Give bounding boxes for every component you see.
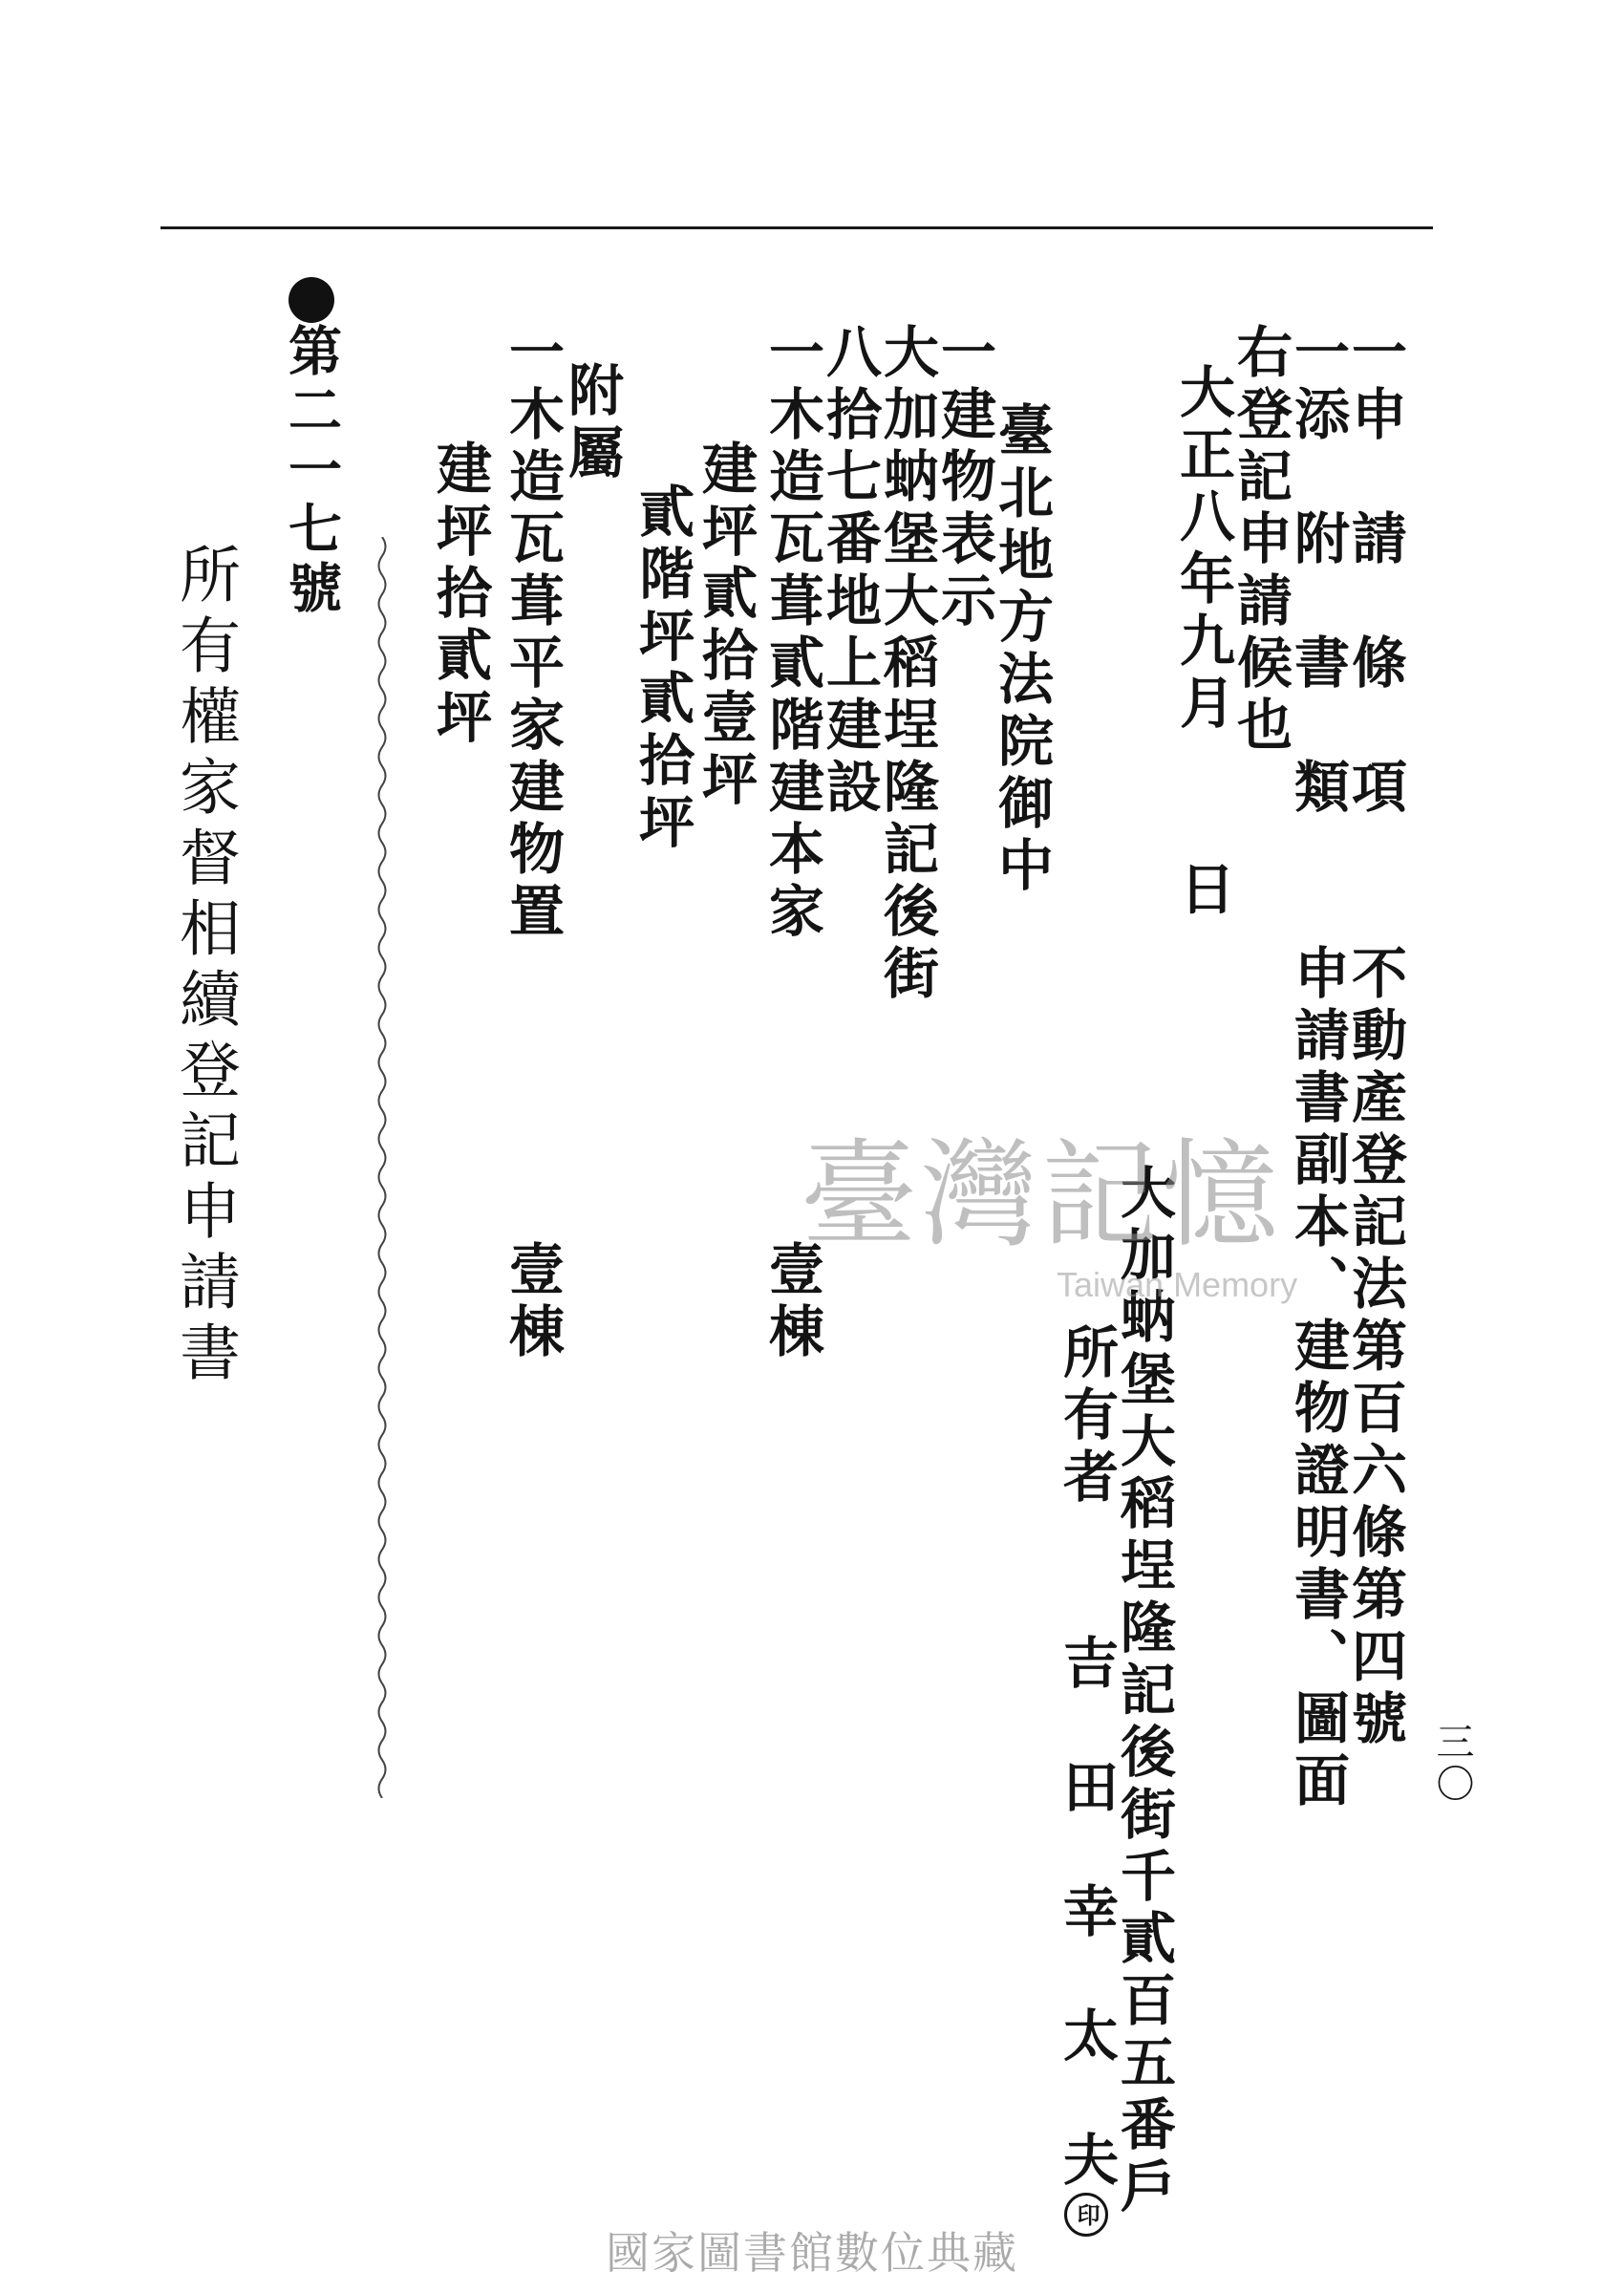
watermark	[801, 1127, 1298, 1309]
date-line: 大正八年九月 日	[1170, 363, 1235, 922]
applicant-address: 大加蚋堡大稻埕隆記後街千貳百五番戶	[1111, 1164, 1176, 2219]
header-rule	[160, 226, 1433, 229]
bullet-icon	[288, 277, 334, 323]
annex-count: 壹棟	[500, 1240, 565, 1364]
owner-seal: 印	[1064, 2193, 1108, 2237]
footer-credit: 國家圖書館數位典藏	[606, 2227, 1018, 2279]
section-number: 第二一七號	[280, 323, 343, 619]
location-line-2: 八拾七番地上建設	[817, 323, 882, 820]
owner-line: 所有者 吉 田 幸 太 夫	[1054, 1323, 1119, 2193]
wavy-divider	[375, 537, 389, 1798]
annex-building: 一木造瓦葺平家建物置	[500, 323, 565, 944]
location-line-1: 大加蚋堡大稻埕隆記後街	[874, 323, 939, 1006]
building-heading: 一建物表示	[931, 323, 996, 633]
form-title: 所有權家督相續登記申請書	[169, 543, 240, 1391]
closing-line: 右登記申請候也	[1228, 323, 1293, 758]
main-building: 一木造瓦葺貳階建本家	[759, 323, 824, 944]
main-building-count: 壹棟	[759, 1240, 824, 1364]
watermark-english: Taiwan Memory	[1057, 1265, 1298, 1304]
provision-line: 一申 請 條 項 不動產登記法第百六條第四號	[1342, 323, 1407, 1751]
section-number-block	[280, 277, 343, 619]
main-floor-area: 建坪貳拾壹坪	[693, 439, 758, 812]
annex-floor-area: 建坪拾貳坪	[427, 439, 492, 750]
addressee: 臺北地方法院御中	[989, 401, 1054, 898]
owner-block	[1054, 1323, 1119, 2237]
main-second-floor-area: 貳階坪貳拾坪	[630, 482, 694, 855]
watermark-chinese: 臺灣記憶	[801, 1127, 1282, 1263]
page-number: 三〇	[1430, 1722, 1474, 1806]
attachments-line: 一添 附 書 類 申請書副本、建物證明書、圖面	[1285, 323, 1350, 1813]
annex-heading: 附屬	[559, 361, 624, 485]
